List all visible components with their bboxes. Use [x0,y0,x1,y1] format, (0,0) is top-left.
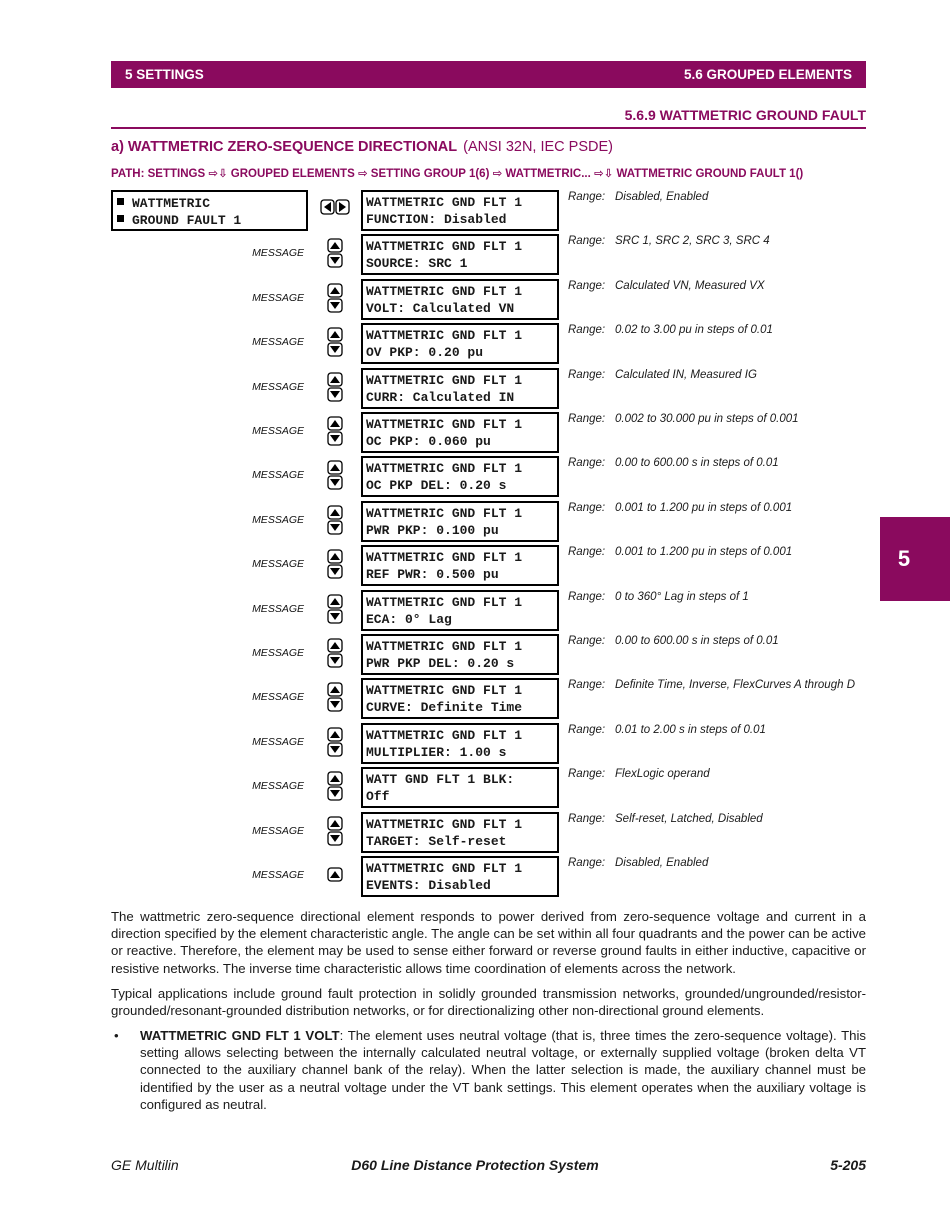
footer-page-number: 5-205 [830,1157,866,1173]
range-label: Range: [568,413,606,425]
setting-display: WATTMETRIC GND FLT 1 TARGET: Self-reset [361,812,559,853]
up-down-arrows-icon [327,505,343,535]
setting-row [0,323,950,367]
message-label: MESSAGE [252,691,304,704]
setting-row [0,412,950,456]
range-label: Range: [568,235,606,248]
heading-title: a) WATTMETRIC ZERO-SEQUENCE DIRECTIONAL [111,139,458,155]
range-label: Range: [568,723,606,736]
message-label: MESSAGE [252,780,304,793]
range-value: 0.00 to 600.00 s in steps of 0.01 [615,457,779,470]
message-label: MESSAGE [252,513,304,526]
range-label: Range: [568,501,606,514]
range-label: Range: [568,279,606,292]
setting-row [0,368,950,412]
range-value: Calculated IN, Measured IG [615,368,757,381]
setting-display: WATTMETRIC GND FLT 1 OV PKP: 0.20 pu [361,323,559,364]
up-down-arrows-icon [327,372,343,402]
range-label: Range: [568,768,606,781]
chapter-tab: 5 [880,517,950,601]
range-value: SRC 1, SRC 2, SRC 3, SRC 4 [615,235,770,248]
message-label: MESSAGE [252,647,304,659]
setting-row [0,812,950,856]
up-down-arrows-icon [327,327,343,357]
range-label: Range: [568,857,606,869]
left-right-arrows-icon [320,199,350,215]
setting-display: WATTMETRIC GND FLT 1 PWR PKP DEL: 0.20 s [361,634,559,675]
range-label: Range: [568,368,606,381]
range-value: 0.01 to 2.00 s in steps of 0.01 [615,723,766,736]
setting-row [0,678,950,722]
range-label: Range: [568,590,606,603]
setting-display: WATTMETRIC GND FLT 1 SOURCE: SRC 1 [361,234,559,275]
range-value: Definite Time, Inverse, FlexCurves A through D [615,679,855,692]
message-label: MESSAGE [252,247,304,260]
message-label: MESSAGE [252,869,304,881]
up-down-arrows-icon [327,682,343,712]
message-label: MESSAGE [252,824,304,837]
message-label: MESSAGE [252,336,304,349]
bullet-text: WATTMETRIC GND FLT 1 VOLT: The element uses neutral voltage (that is, three times the zero-sequence voltage). This setting allows selecting between the internally calculated neutral voltage, or externally supplied voltage (broken delta VT connected to the auxiliary channel bank of the relay). When the latter selection is made, the auxiliary channel must be identified by the user as a neutral voltage under the VT bank settings. This element operates when the auxiliary voltage is configured as neutral. [140,1028,866,1112]
range-label: Range: [568,191,606,203]
range-label: Range: [568,679,606,692]
setting-row [0,456,950,500]
up-down-arrows-icon [327,549,343,579]
setting-display: WATTMETRIC GND FLT 1 CURR: Calculated IN [361,368,559,409]
setting-display: WATT GND FLT 1 BLK: Off [361,767,559,808]
heading-ansi: (ANSI 32N, IEC PSDE) [463,139,613,155]
section-header-bar [111,61,866,88]
setting-display: WATTMETRIC GND FLT 1 VOLT: Calculated VN [361,279,559,320]
footer-company: GE Multilin [111,1157,179,1173]
setting-row [0,856,950,900]
range-value: FlexLogic operand [615,768,710,781]
range-value: Self-reset, Latched, Disabled [615,812,763,825]
range-value: 0.00 to 600.00 s in steps of 0.01 [615,635,779,647]
paragraph-2: Typical applications include ground fault protection in solidly grounded transmission networks, grounded/ungrounded/resistor-grounded/resonant-grounded distribution networks, or for directionalizing other non-directional ground elements. [111,986,866,1019]
up-down-arrows-icon [327,238,343,268]
footer-title: D60 Line Distance Protection System [351,1157,599,1173]
setting-display: WATTMETRIC GND FLT 1 FUNCTION: Disabled [361,190,559,231]
range-value: Calculated VN, Measured VX [615,279,765,292]
setting-row [0,234,950,278]
up-down-arrows-icon [327,283,343,313]
paragraph-1: The wattmetric zero-sequence directional element responds to power derived from zero-sequence voltage and current in a direction specified by the element characteristic angle. The angle can be set within all four quadrants and the power can be active or reactive. Therefore, the element may be used to sense either forward or reverse ground faults in either inductive, capacitive or resistive networks. The inverse time characteristic allows time coordination of elements across the network. [111,909,866,976]
range-value: Disabled, Enabled [615,857,709,869]
message-label: MESSAGE [252,291,304,304]
setting-display: WATTMETRIC GND FLT 1 PWR PKP: 0.100 pu [361,501,559,542]
message-label: MESSAGE [252,558,304,571]
message-label: MESSAGE [252,735,304,748]
setting-row [0,279,950,323]
setting-row [0,723,950,767]
message-label: MESSAGE [252,380,304,393]
setting-display: WATTMETRIC GND FLT 1 MULTIPLIER: 1.00 s [361,723,559,764]
up-down-arrows-icon [327,594,343,624]
setting-display: WATTMETRIC GND FLT 1 REF PWR: 0.500 pu [361,545,559,586]
setting-display: WATTMETRIC GND FLT 1 EVENTS: Disabled [361,856,559,897]
settings-path: PATH: SETTINGS ⇨⇩ GROUPED ELEMENTS ⇨ SETTING GROUP 1(6) ⇨ WATTMETRIC... ⇨⇩ WATTMETRIC GROUND FAULT 1() [111,168,804,180]
setting-display: WATTMETRIC GND FLT 1 ECA: 0° Lag [361,590,559,631]
setting-row [0,590,950,634]
message-label: MESSAGE [252,602,304,615]
setting-row [0,501,950,545]
range-label: Range: [568,457,606,470]
bullet-volt [111,1027,866,1113]
setting-row [0,190,950,234]
up-down-arrows-icon [327,727,343,757]
up-down-arrows-icon [327,816,343,846]
up-down-arrows-icon [327,416,343,446]
setting-row [0,634,950,678]
range-value: 0.001 to 1.200 pu in steps of 0.001 [615,501,793,514]
range-label: Range: [568,812,606,825]
range-value: 0 to 360° Lag in steps of 1 [615,590,749,603]
subsection-title: 5.6.9 WATTMETRIC GROUND FAULT [624,107,866,123]
bullet-dot: • [114,1028,119,1043]
up-down-arrows-icon [327,771,343,801]
subsection-divider [111,127,866,129]
menu-line-1: WATTMETRIC [117,195,306,212]
range-value: 0.001 to 1.200 pu in steps of 0.001 [615,546,793,559]
page-heading [111,139,613,155]
setting-display: WATTMETRIC GND FLT 1 OC PKP: 0.060 pu [361,412,559,453]
message-label: MESSAGE [252,469,304,482]
setting-row [0,767,950,811]
message-label: MESSAGE [252,425,304,437]
header-right: 5.6 GROUPED ELEMENTS [683,67,852,82]
up-down-arrows-icon [327,460,343,490]
range-value: Disabled, Enabled [615,191,709,203]
header-left: 5 SETTINGS [125,67,204,82]
up-down-arrows-icon [327,638,343,668]
menu-line-2: GROUND FAULT 1 [117,212,306,229]
up-arrow-icon [327,867,343,897]
setting-display: WATTMETRIC GND FLT 1 OC PKP DEL: 0.20 s [361,456,559,497]
setting-display: WATTMETRIC GND FLT 1 CURVE: Definite Time [361,678,559,719]
range-value: 0.002 to 30.000 pu in steps of 0.001 [615,413,799,425]
range-label: Range: [568,546,606,559]
range-label: Range: [568,324,606,337]
range-value: 0.02 to 3.00 pu in steps of 0.01 [615,324,773,337]
range-label: Range: [568,635,606,647]
setting-row [0,545,950,589]
